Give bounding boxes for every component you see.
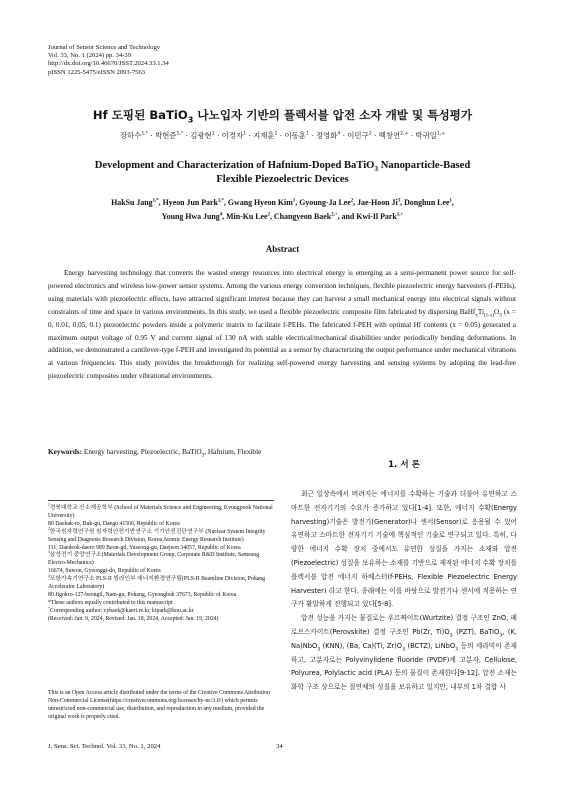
english-author-affiliation: 3 xyxy=(397,198,401,204)
journal-info xyxy=(48,44,169,77)
english-author: Changyeon Baek xyxy=(273,211,332,221)
journal-issn: pISSN 1225-5475/eISSN 2093-7563 xyxy=(48,68,146,76)
english-author-affiliation: 1,+ xyxy=(396,211,404,217)
korean-author: 김광현 xyxy=(190,131,212,140)
english-author-affiliation: 2 xyxy=(267,211,270,217)
footnote-line: *These authors equally contributed to this manuscript xyxy=(48,599,173,606)
korean-author-affiliation: 1,* xyxy=(141,131,149,137)
introduction-body xyxy=(291,488,517,695)
footnote-line: +Corresponding author: cybaek@kaeri.re.kr, kipark@knu.ac.kr xyxy=(48,605,194,614)
english-author: HakSu Jang xyxy=(111,198,153,207)
footnote-line: 16674, Suwon, Gyeonggi-do, Republic of Korea xyxy=(48,568,161,575)
korean-author-affiliation: 1 xyxy=(305,131,309,137)
english-author: Hyeon Jun Park xyxy=(162,198,218,207)
intro-paragraph-2: 압전 성능을 가지는 물질로는 우르짜이트(Wurtzite) 결정 구조인 ZnO, 페로브스카이트(Perovskite) 결정 구조인 Pb(Zr, $Ti)O_3$ (PZT), BaTiO$_3$, (K, Na)NbO$_3$ (KNN), (Ba, Ca)(Ti, $Zr)O_3$ (BCTZ), LiNbO$_3$ 등의 세라믹이 존재하고, 고분자로는 Polyvinylidene fluoride (PVDF)계 고분자, Cellulose, Polyurea, Polylactic acid (PLA) 등의 물질이 존재한다[9-12]. 압전 소재는 화학 구조 상으로는 절연체의 성질을 보유하고 있지만, 내부의 1차 결합 사 xyxy=(291,614,518,692)
english-author-affiliation: 1,* xyxy=(217,198,224,204)
english-authors: HakSu Jang$^{1,*}$, Hyeon Jun Park$^{1,*}$, Gwang Hyeon Kim$^1$, Gyoung-Ja Lee$^2$, Jae-Hoon Ji$^3$, Donghun Lee$^1$, Young Hwa Jung$^4$, Min-Ku Lee$^2$, Changyeon Baek$^{2,+}$, and Kwi-Il Park$^{1,+}$ xyxy=(111,198,454,221)
korean-author-affiliation: 1,+ xyxy=(436,131,446,137)
korean-author-affiliation: 2,+ xyxy=(400,131,409,137)
korean-author-affiliation: 1 xyxy=(243,131,247,137)
abstract-heading: Abstract xyxy=(265,244,300,254)
keywords: Keywords: Energy harvesting, Piezoelectric, BaTiO$_3$, Hafnium, Flexible xyxy=(48,447,262,459)
english-author-affiliation: 4 xyxy=(219,211,223,217)
korean-title: Hf 도핑된 BaTiO$_3$ 나노입자 기반의 플렉서블 압전 소자 개발 및 특성평가 xyxy=(92,108,473,125)
english-author: Gyoung-Ja Lee xyxy=(299,198,351,207)
intro-paragraph-1: 최근 일상속에서 버려지는 에너지를 수확하는 기술과 더불어 유연하고 스마트한 전자기기의 수요가 증가하고 있다[1-4]. 또한, 에너지 수확(Energy harvesting)기술은 발전기(Generator)나 센서(Sensor)로 응용될 수 있어 유연하고 스마트한 전자기기 기술에 핵심적인 기술로 연구되고 있다. 특히, 다양한 에너지 수확 장치 중에서도 유연한 성질을 가지는 소재와 압전(Piezoelectric) 성질을 보유하는 소재를 기반으로 제작된 에너지 수확 장치를 플렉서블 압전 에너지 하베스터(f-PEHs, Flexible Piezoelectric Energy Harvester) 라고 한다. 종래에는 이를 바탕으로 발전기나 센서에 적용하는 연구가 활발하게 진행되고 있다[5-8]. xyxy=(291,490,517,609)
english-author: Gwang Hyeon Kim xyxy=(227,198,293,207)
english-author: Young Hwa Jung xyxy=(161,211,220,221)
english-author-affiliation: 2 xyxy=(350,198,354,204)
journal-name: Journal of Sensor Science and Technology xyxy=(48,44,161,51)
korean-author: 백창연 xyxy=(378,131,401,140)
korean-author: 장하수 xyxy=(119,131,142,140)
korean-author: 지재훈 xyxy=(253,131,275,140)
footnote-line: 111, Daedeok-daero 989 Beon-gil, Yuseong-gu, Daejeon 34057, Republic of Korea xyxy=(48,544,241,551)
footnote-line: (Received: Jan. 9, 2024, Revised: Jan. 18, 2024, Accepted: Jan. 19, 2024) xyxy=(48,615,219,622)
korean-author: 박현준 xyxy=(155,131,177,140)
korean-author: 이경자 xyxy=(221,131,244,140)
english-author-affiliation: 1 xyxy=(292,198,296,204)
english-author-affiliation: 1 xyxy=(449,198,452,204)
english-title: Development and Characterization of Hafnium-Doped BaTiO$_3$ Nanoparticle-Based Flexible Piezoelectric Devices xyxy=(94,160,471,185)
korean-author: 이민구 xyxy=(347,131,369,140)
footnote-line: $^3$삼성전기 중앙연구소(Materials Development Group, Corporate R&D Institute, Samsung Electro-Mechanics) xyxy=(48,550,260,567)
english-author-affiliation: 1,* xyxy=(152,198,159,204)
footnotes xyxy=(48,505,274,624)
footnote-line: 80 Jigokro-127-beongil, Nam-gu, Pohang, Gyeongbuk 37673, Republic of Korea xyxy=(48,591,237,598)
english-author-affiliation: 2,+ xyxy=(331,211,338,217)
footer-citation: J. Sens. Sci. Technol. Vol. 33, No. 1, 2024 xyxy=(48,743,161,750)
page-number: 34 xyxy=(276,743,283,750)
english-author: Donghun Lee xyxy=(404,198,450,207)
english-author: Min-Ku Lee xyxy=(226,211,268,221)
footnote-divider xyxy=(48,500,274,501)
section-heading: 1. 서 론 xyxy=(388,460,420,470)
journal-volume: Vol. 33, No. 1 (2024) pp. 34-39 xyxy=(48,52,132,60)
korean-author-affiliation: 1 xyxy=(274,131,278,137)
english-author: Jae-Hoon Ji xyxy=(357,198,398,207)
open-access-notice: This is an Open Access article distributed under the terms of the Creative Commons Attribution Non-Commercial License(https://creativecommons.org/licenses/by-nc/3.0/) which permits unrestricted non-commercial use, distribution, and reproduction in any medium, provided the original work is properly cited. xyxy=(48,690,270,720)
footnote-line: $^4$포항가속기연구소 PLS-II 빔라인부 에너지환경연구팀(PLS-II Beamline Division, Pohang Accelerator Laboratory) xyxy=(48,574,266,591)
korean-author: 이동훈 xyxy=(284,131,306,140)
footnote-line: $^2$한국원자력연구원 원자력안전기반연구소 기기안전진단연구부 (Nuclear System Integrity Sensing and Diagnosis Research Division, Korea Atomic Energy Research Institute) xyxy=(48,526,266,543)
korean-author: 정영화 xyxy=(315,131,338,140)
journal-doi[interactable]: http://dx.doi.org/10.46670/JSST.2024.33.1.34 xyxy=(48,60,169,68)
footnote-line: $^1$경북대학교 신소재공학부 (School of Materials Science and Engineering, Kyungpook National University) xyxy=(48,503,273,519)
korean-author-affiliation: 4 xyxy=(337,131,341,137)
footnote-line: 80 Daehak-ro, Buk-gu, Daegu 41566, Republic of Korea xyxy=(48,520,180,527)
korean-author: 박귀일 xyxy=(415,131,437,140)
korean-author-affiliation: 2 xyxy=(368,131,372,137)
english-author: and Kwi-Il Park xyxy=(341,211,397,221)
korean-authors: 장하수$^{1,*}$ · 박현준$^{1,*}$ · 김광현$^1$ · 이경자$^1$ · 지재훈$^1$ · 이동훈$^1$ · 정영화$^4$ · 이민구$^2$ · 백창연$^{2,+}$ · 박귀일$^{1,+}$ xyxy=(119,131,446,140)
abstract-text: Energy harvesting technology that converts the wasted energy resources into electrical energy is emerging as a semi-permanent power source for self-powered electronics and wireless low-power sensor systems. Among the various energy conversion techniques, flexible piezoelectric energy harvesters (f-PEHs), using materials with piezoelectric effects, have attracted significant interest because they can harvest a small mechanical energy into electrical signals without constraints of time and space in various environments. In this study, we used a flexible piezoelectric composite film fabricated by dispersing $BaHf_xTi_{(1-x)}O_3$ (x = 0, 0.01, 0.05, 0.1) piezoelectric powders inside a polymeric matrix to facilitate f-PEHs. The fabricated f-PEH with optimal Hf contents (x = 0.05) generated a maximum output voltage of 0.95 V and current signal of 130 nA with stable electrical/mechanical disabilities under periodically bending deformations. In addition, we demonstrated a cantilever-type f-PEH and investigated its potential as a sensor by characterizing the output performance under mechanical vibrations at various frequencies. This study provides the breakthrough for realizing self-powered energy harvesting and sensing systems by adopting the lead-free piezoelectric composites under vibrational environments. xyxy=(48,269,516,381)
korean-author-affiliation: 1 xyxy=(211,131,215,137)
korean-author-affiliation: 1,* xyxy=(176,131,184,137)
